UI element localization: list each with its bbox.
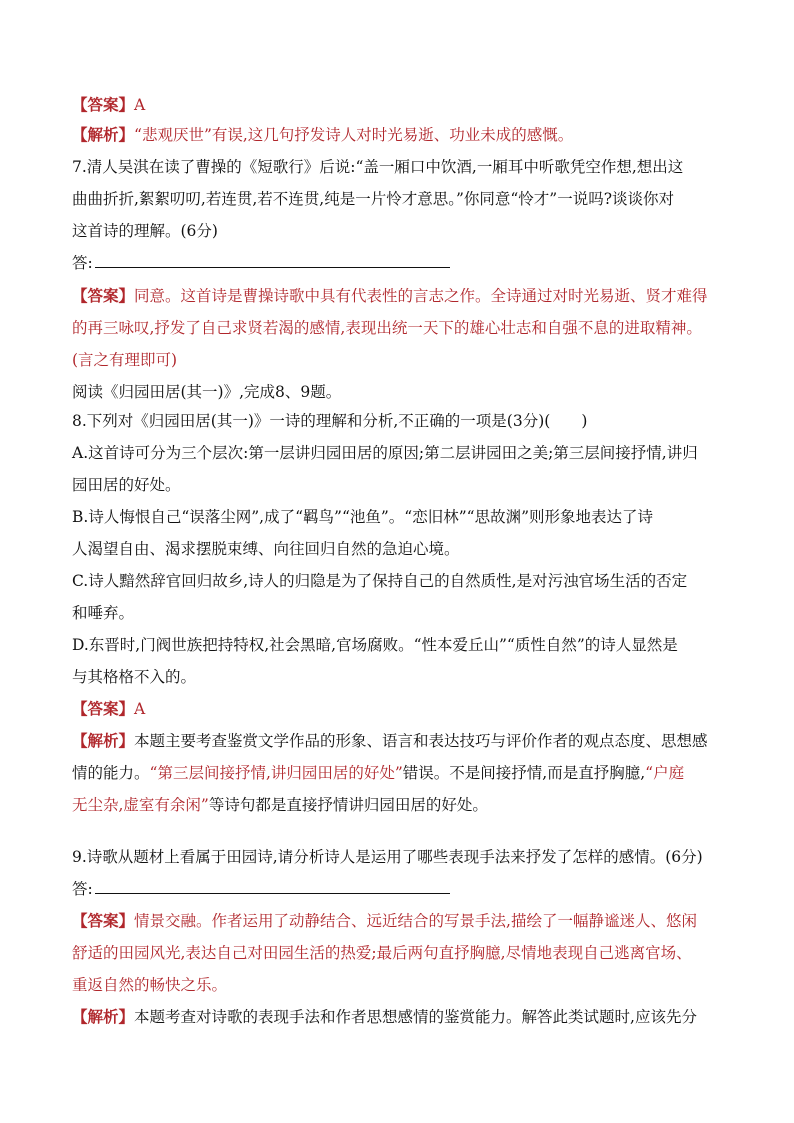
option-c-line-1: C.诗人黯然辞官回归故乡,诗人的归隐是为了保持自己的自然质性,是对污浊官场生活的否定 bbox=[72, 572, 688, 590]
option-b-line-1: B.诗人悔恨自己“误落尘网”,成了“羁鸟”“池鱼”。“恋旧林”“思故渊”则形象地表达了诗 bbox=[72, 508, 653, 526]
answer-blank[interactable] bbox=[95, 878, 450, 894]
option-a-line-1: A.这首诗可分为三个层次:第一层讲归园田居的原因;第二层讲园田之美;第三层间接抒情,讲归 bbox=[72, 444, 698, 462]
question-7-line-3: 这首诗的理解。(6分) bbox=[72, 222, 218, 240]
analysis-quote: “第三层间接抒情,讲归园田居的好处” bbox=[149, 764, 403, 782]
option-d-line-1: D.东晋时,门阀世族把持特权,社会黑暗,官场腐败。“性本爱丘山”“质性自然”的诗人显然是 bbox=[72, 636, 678, 654]
answer-text: 的再三咏叹,抒发了自己求贤若渴的感情,表现出统一天下的雄心壮志和自强不息的进取精神。 bbox=[72, 319, 702, 337]
answer-tag: 【答案】 bbox=[72, 911, 135, 930]
option-c-line-2: 和唾弃。 bbox=[72, 604, 135, 622]
answer-blank-line bbox=[72, 252, 450, 274]
answer-label: 答: bbox=[72, 880, 93, 898]
analysis-line bbox=[72, 794, 488, 816]
answer-blank-line bbox=[72, 878, 450, 900]
analysis-quote: “户庭 bbox=[645, 764, 685, 782]
analysis-quote: “悲观厌世”有误 bbox=[134, 126, 243, 144]
question-9-stem: 9.诗歌从题材上看属于田园诗,请分析诗人是运用了哪些表现手法来抒发了怎样的感情。(6分) bbox=[72, 848, 703, 866]
answer-text: 重返自然的畅快之乐。 bbox=[72, 976, 228, 994]
analysis-tag: 【解析】 bbox=[72, 1007, 135, 1026]
option-a-line-2: 园田居的好处。 bbox=[72, 476, 181, 494]
question-7-line-2: 曲曲折折,絮絮叨叨,若连贯,若不连贯,纯是一片怜才意思。”你同意“怜才”一说吗?谈谈你对 bbox=[72, 190, 675, 208]
analysis-tag: 【解析】 bbox=[72, 731, 135, 750]
answer-value: A bbox=[134, 700, 146, 718]
answer-label: 答: bbox=[72, 254, 93, 272]
answer-line bbox=[72, 285, 708, 307]
question-8-stem: 8.下列对《归园田居(其一)》一诗的理解和分析,不正确的一项是(3分)( ) bbox=[72, 412, 588, 430]
answer-line bbox=[72, 698, 145, 720]
answer-blank[interactable] bbox=[95, 252, 450, 268]
analysis-line bbox=[72, 730, 708, 752]
analysis-line bbox=[72, 124, 573, 146]
analysis-text: 本题考查对诗歌的表现手法和作者思想感情的鉴赏能力。解答此类试题时,应该先分 bbox=[134, 1008, 697, 1026]
analysis-tag: 【解析】 bbox=[72, 125, 135, 144]
option-b-line-2: 人渴望自由、渴求摆脱束缚、向往回归自然的急迫心境。 bbox=[72, 540, 460, 558]
analysis-text: 错误。不是间接抒情,而是直抒胸臆, bbox=[402, 764, 646, 782]
answer-tag: 【答案】 bbox=[72, 95, 135, 114]
answer-tag: 【答案】 bbox=[72, 699, 135, 718]
answer-tag: 【答案】 bbox=[72, 286, 135, 305]
answer-text: 情景交融。作者运用了动静结合、远近结合的写景手法,描绘了一幅静谧迷人、悠闲 bbox=[134, 912, 697, 930]
question-7-line-1: 7.清人吴淇在读了曹操的《短歌行》后说:“盖一厢口中饮酒,一厢耳中听歌凭空作想,想出这 bbox=[72, 158, 684, 176]
analysis-text: ,这几句抒发诗人对时光易逝、功业未成的感慨。 bbox=[242, 126, 574, 144]
analysis-text: 本题主要考查鉴赏文学作品的形象、语言和表达技巧与评价作者的观点态度、思想感 bbox=[134, 732, 708, 750]
analysis-text: 等诗句都是直接抒情讲归园田居的好处。 bbox=[208, 796, 488, 814]
reading-instruction: 阅读《归园田居(其一)》,完成8、9题。 bbox=[72, 383, 342, 401]
answer-text: 同意。这首诗是曹操诗歌中具有代表性的言志之作。全诗通过对时光易逝、贤才难得 bbox=[134, 287, 708, 305]
analysis-line bbox=[72, 762, 684, 784]
answer-text: 舒适的田园风光,表达自己对田园生活的热爱;最后两句直抒胸臆,尽情地表现自己逃离官场、 bbox=[72, 944, 692, 962]
analysis-line bbox=[72, 1006, 697, 1028]
answer-line bbox=[72, 910, 697, 932]
answer-value: A bbox=[134, 96, 146, 114]
answer-text: (言之有理即可) bbox=[72, 351, 178, 369]
analysis-quote: 无尘杂,虚室有余闲” bbox=[72, 796, 209, 814]
analysis-text: 情的能力。 bbox=[72, 764, 150, 782]
answer-line bbox=[72, 94, 145, 116]
option-d-line-2: 与其格格不入的。 bbox=[72, 668, 197, 686]
